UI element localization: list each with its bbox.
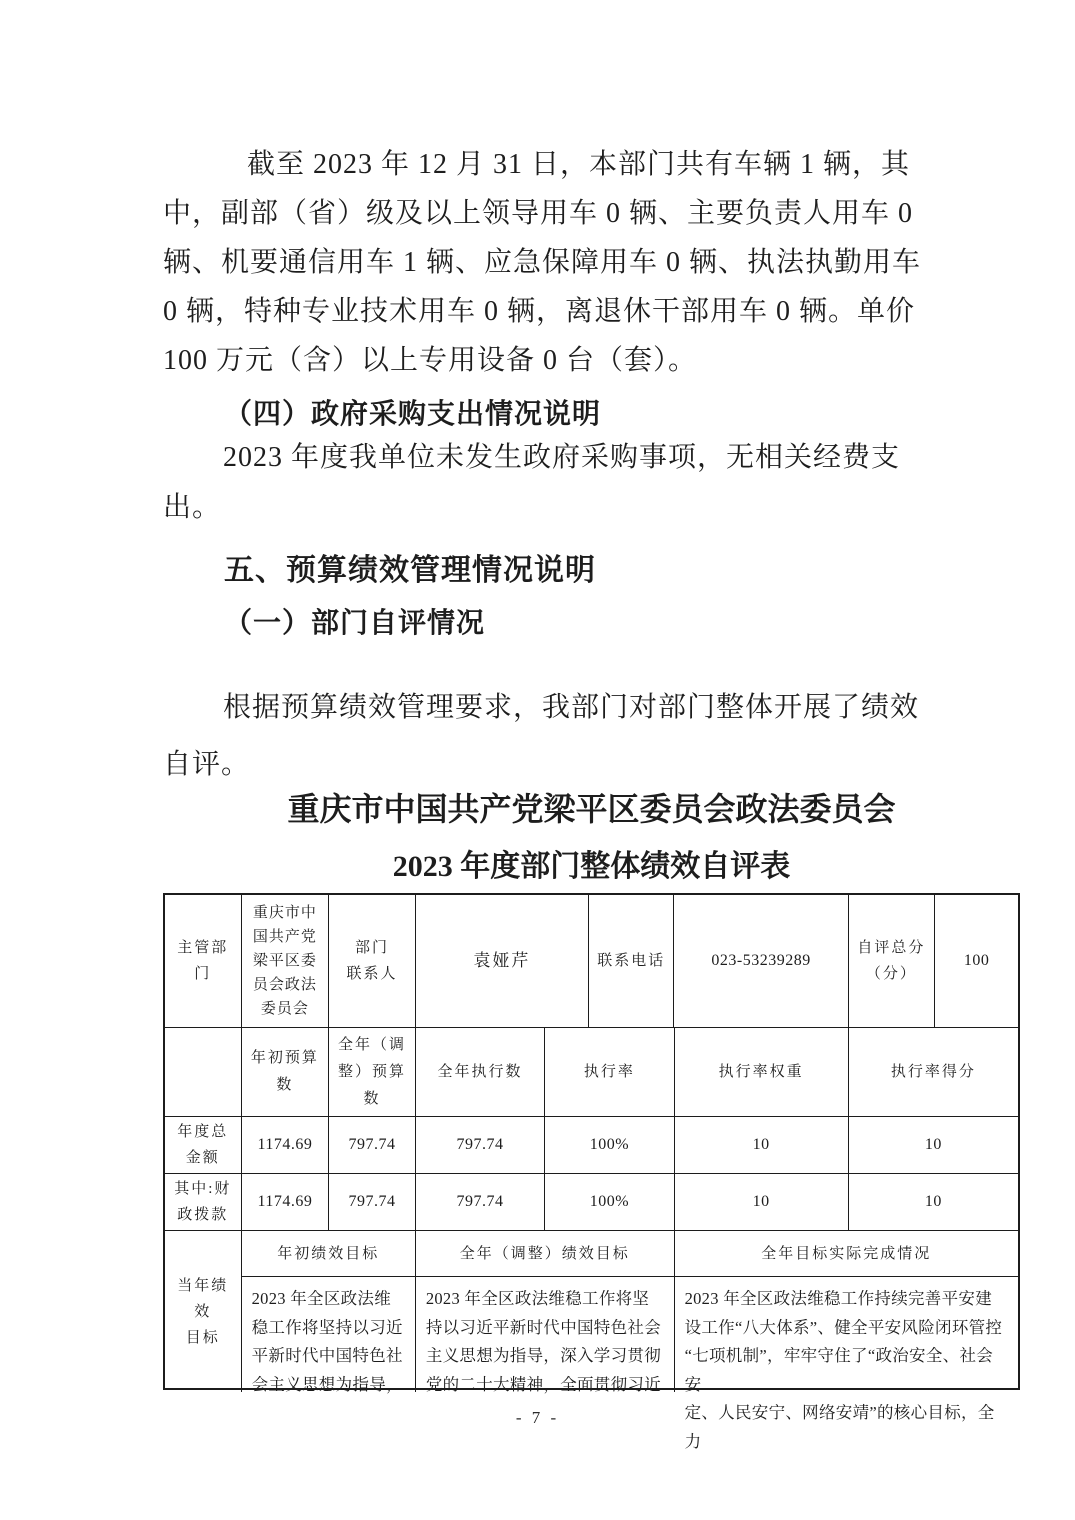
cell-budget-header-empty [165,1028,242,1117]
cell-goal-header-initial: 年初绩效目标 [242,1231,416,1277]
cell-annual-rate-weight: 10 [675,1117,849,1174]
para-vehicles-line-5: 100 万元（含）以上专用设备 0 台（套）。 [163,345,698,376]
cell-goal-text-adjusted: 2023 年全区政法维稳工作将坚 持以习近平新时代中国特色社会 主义思想为指导，深入学习贯彻 党的二十大精神，全面贯彻习近 [416,1277,675,1392]
table-row-goals [165,1231,1018,1451]
table-title-line-1: 重庆市中国共产党梁平区委员会政法委员会 [287,791,896,827]
cell-goals-label: 当年绩 效 目标 [165,1231,242,1392]
cell-goal-header-adjusted: 全年（调整）绩效目标 [416,1231,675,1277]
cell-annual-adjusted: 797.74 [329,1117,416,1174]
table-subrow-goal-texts [242,1277,1018,1451]
cell-header-rate-weight: 执行率权重 [675,1028,849,1117]
cell-annual-executed: 797.74 [416,1117,545,1174]
cell-fiscal-initial: 1174.69 [242,1174,330,1231]
cell-fiscal-rate-weight: 10 [675,1174,849,1231]
table-row-fiscal-grant [165,1174,1018,1231]
para-procurement-line-2: 出。 [163,492,222,523]
cell-fiscal-label: 其中:财 政拨款 [165,1174,242,1231]
para-vehicles-line-4: 0 辆，特种专业技术用车 0 辆，离退休干部用车 0 辆。单价 [163,296,916,327]
cell-fiscal-rate: 100% [545,1174,674,1231]
heading-performance: 五、预算绩效管理情况说明 [224,554,596,587]
cell-goal-text-actual: 2023 年全区政法维稳工作持续完善平安建 设工作“八大体系”、健全平安风险闭环管控 “七项机制”，牢牢守住了“政治安全、社会安 定、人民安宁、网络安靖”的核心目标，全力 [684,1289,1003,1451]
para-vehicles-line-2: 中，副部（省）级及以上领导用车 0 辆、主要负责人用车 0 [163,198,914,229]
cell-header-initial-budget: 年初预算 数 [242,1028,330,1117]
cell-header-executed: 全年执行数 [416,1028,545,1117]
table-title-line-2: 2023 年度部门整体绩效自评表 [392,850,791,883]
cell-annual-total-label: 年度总 金额 [165,1117,242,1174]
heading-self-eval: （一）部门自评情况 [224,608,486,639]
cell-score-label: 自评总分 （分） [849,895,936,1028]
cell-score-value: 100 [935,895,1018,1028]
table-row-info [165,895,1018,1028]
table-row-annual-total [165,1117,1018,1174]
cell-annual-rate: 100% [545,1117,674,1174]
para-self-eval-line-2: 自评。 [163,749,251,780]
table-subrow-goal-headers [242,1231,1018,1277]
self-evaluation-table [163,893,1020,1451]
cell-contact-value: 袁娅芹 [416,895,589,1028]
cell-header-rate-score: 执行率得分 [849,1028,1018,1117]
cell-fiscal-rate-score: 10 [849,1174,1018,1231]
cell-annual-rate-score: 10 [849,1117,1018,1174]
cell-header-adjusted-budget: 全年（调 整）预算 数 [329,1028,416,1117]
cell-fiscal-adjusted: 797.74 [329,1174,416,1231]
para-vehicles-line-1: 截至 2023 年 12 月 31 日，本部门共有车辆 1 辆，其 [247,149,911,180]
table-row-budget-header [165,1028,1018,1117]
cell-contact-label: 部门 联系人 [329,895,416,1028]
para-vehicles-line-3: 辆、机要通信用车 1 辆、应急保障用车 0 辆、执法执勤用车 [163,247,922,278]
para-self-eval-line-1: 根据预算绩效管理要求，我部门对部门整体开展了绩效 [223,692,920,723]
cell-fiscal-executed: 797.74 [416,1174,545,1231]
page-number: - 7 - [515,1408,560,1427]
heading-procurement: （四）政府采购支出情况说明 [224,399,602,430]
cell-goal-text-initial: 2023 年全区政法维 稳工作将坚持以习近 平新时代中国特色社 会主义思想为指导， [242,1277,416,1392]
cell-supervisor-label: 主管部 门 [165,895,242,1028]
cell-header-rate: 执行率 [545,1028,674,1117]
cell-phone-value: 023-53239289 [674,895,848,1028]
para-procurement-line-1: 2023 年度我单位未发生政府采购事项，无相关经费支 [223,442,901,473]
cell-goal-header-actual: 全年目标实际完成情况 [675,1231,1018,1277]
cell-phone-label: 联系电话 [589,895,675,1028]
cell-annual-initial: 1174.69 [242,1117,330,1174]
cell-supervisor-value: 重庆市中 国共产党 梁平区委 员会政法 委员会 [242,895,330,1028]
